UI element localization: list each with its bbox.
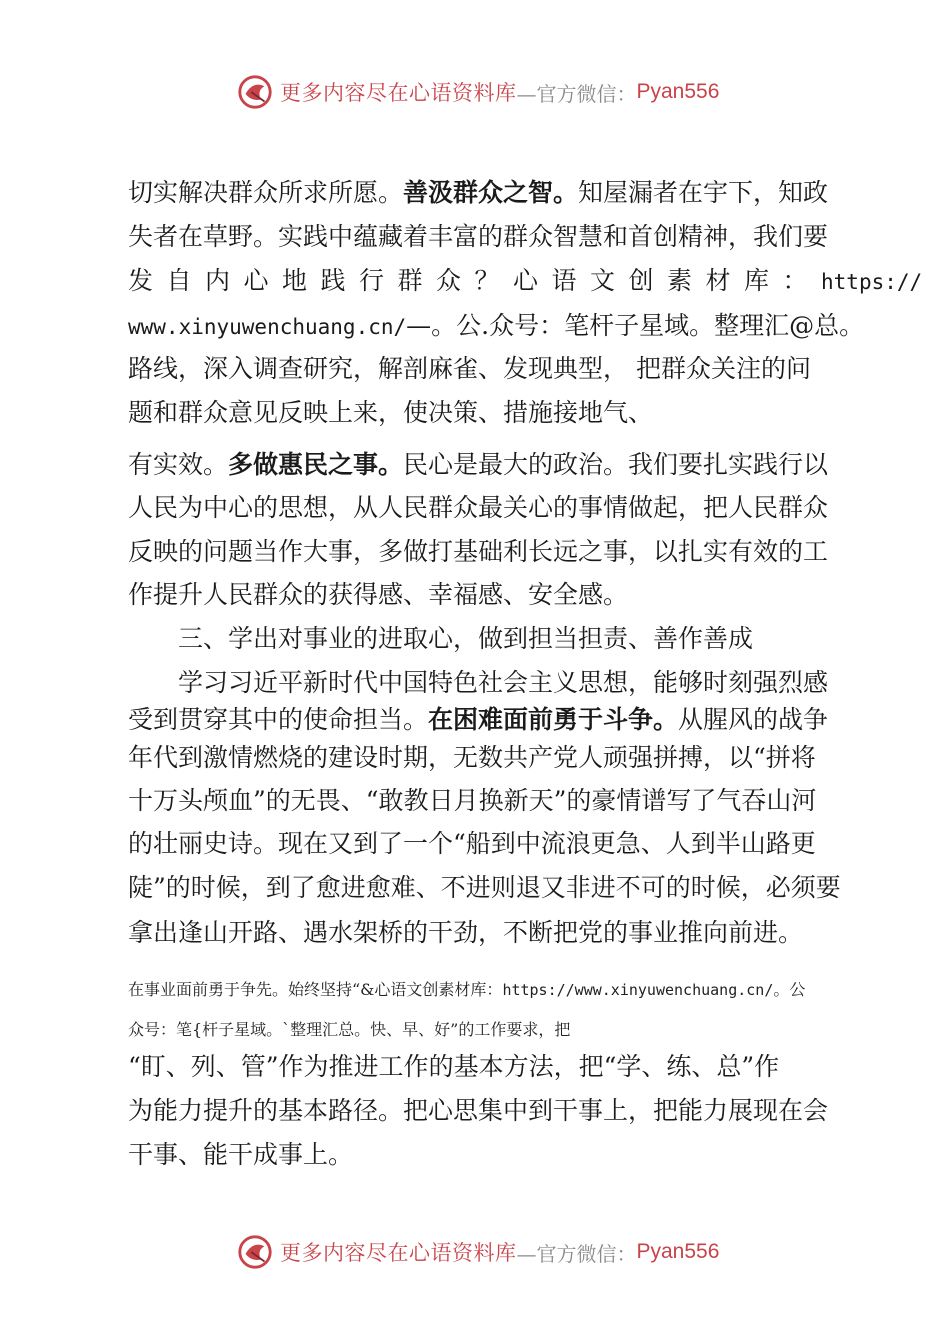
text-line: 作提升人民群众的获得感、幸福感、安全感。	[128, 580, 629, 609]
swirl-logo-icon	[236, 73, 274, 111]
text-line: 有实效。多做惠民之事。民心是最大的政治。我们要扎实践行以	[128, 450, 829, 479]
footer-watermark-banner	[236, 1232, 719, 1272]
text-line: www.xinyuwenchuang.cn/—。公.众号：笔杆子星域。整理汇@总。	[128, 311, 865, 340]
bold-phrase: 善汲群众之智。	[403, 178, 579, 207]
text-line: 路线，深入调查研究，解剖麻雀、发现典型， 把群众关注的问	[128, 354, 811, 383]
bold-phrase: 在困难面前勇于斗争。	[428, 705, 679, 734]
banner-wechat-id: Pyan556	[636, 80, 720, 103]
text-line: 反映的问题当作大事，多做打基础利长远之事，以扎实有效的工	[128, 537, 829, 566]
text-line: 陡”的时候，到了愈进愈难、不进则退又非进不可的时候，必须要	[128, 873, 841, 902]
small-text-line: 众号：笔{杆子星域。`整理汇总。快、早、好”的工作要求，把	[128, 1020, 571, 1039]
text-line: 为能力提升的基本路径。把心思集中到干事上，把能力展现在会	[128, 1096, 829, 1125]
text-line: 题和群众意见反映上来，使决策、措施接地气、	[128, 398, 654, 427]
text-line: “盯、列、管”作为推进工作的基本方法，把“学、练、总”作	[128, 1052, 780, 1081]
text-line: 年代到激情燃烧的建设时期，无数共产党人顽强拼搏，以“拼将	[128, 743, 816, 772]
banner-wechat-label: —官方微信：	[516, 81, 637, 106]
text-line: 发自内心地践行群众？心语文创素材库：https://	[128, 266, 923, 295]
banner-brand-text: 更多内容尽在心语资料库	[280, 81, 517, 105]
text-line: 十万头颅血”的无畏、“敢教日月换新天”的豪情谱写了气吞山河	[128, 786, 817, 815]
text-line: 人民为中心的思想，从人民群众最关心的事情做起，把人民群众	[128, 493, 829, 522]
header-watermark-banner	[236, 72, 719, 112]
text-line: 失者在草野。实践中蕴藏着丰富的群众智慧和首创精神，我们要	[128, 222, 829, 251]
small-text-line: 在事业面前勇于争先。始终坚持“&心语文创素材库：https://www.xinyuwenchuang.cn/。公	[128, 980, 806, 999]
text-line: 拿出逢山开路、遇水架桥的干劲，不断把党的事业推向前进。	[128, 918, 804, 947]
section-heading: 三、学出对事业的进取心，做到担当担责、善作善成	[178, 624, 754, 653]
text-line: 受到贯穿其中的使命担当。在困难面前勇于斗争。从腥风的战争	[128, 705, 829, 734]
swirl-logo-icon	[236, 1233, 274, 1271]
text-line: 学习习近平新时代中国特色社会主义思想，能够时刻强烈感	[178, 668, 829, 697]
banner-brand-text: 更多内容尽在心语资料库	[280, 1241, 517, 1265]
text-line: 切实解决群众所求所愿。善汲群众之智。知屋漏者在宇下，知政	[128, 178, 829, 207]
text-line: 的壮丽史诗。现在又到了一个“船到中流浪更急、人到半山路更	[128, 829, 816, 858]
text-line: 干事、能干成事上。	[128, 1140, 354, 1169]
bold-phrase: 多做惠民之事。	[228, 450, 404, 479]
banner-wechat-label: —官方微信：	[516, 1241, 637, 1266]
banner-wechat-id: Pyan556	[636, 1240, 720, 1263]
